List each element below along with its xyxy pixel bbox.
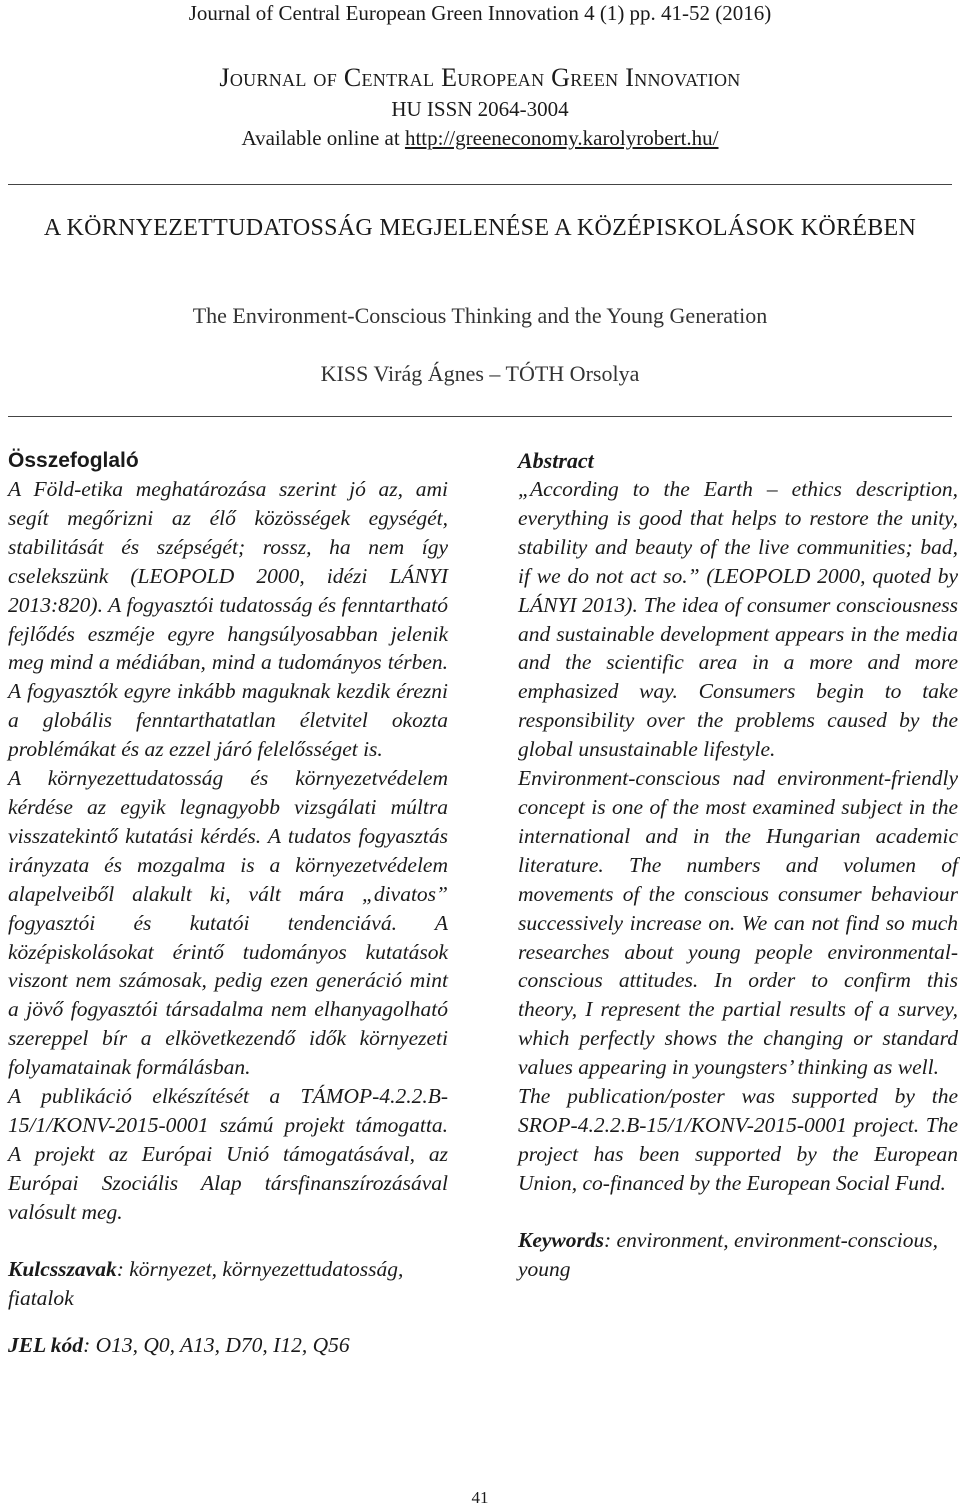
summary-paragraph: A Föld-etika meghatározása szerint jó az, ami segít megőrizni az élő közösségek egységét, stabilitását és szépségét; rossz, ha nem így cselekszünk (LEOPOLD 2000, idézi LÁNYI 2013:820). A fogyasztói tudatosság és fenntartható fejlődés eszméje egyre hangsúlyosabban jelenik meg mind a médiában, mind a tudományos térben. A fogyasztók egyre inkább maguknak kezdik érezni a globális fenntarthatatlan életvitel okozta problémákat és az ezzel járó felelősséget is.	[8, 477, 448, 762]
keywords-en	[518, 1226, 958, 1284]
header-divider	[8, 184, 952, 185]
journal-issn: HU ISSN 2064-3004	[391, 97, 569, 121]
summary-column-hu	[8, 446, 448, 1360]
journal-url-link[interactable]: http://greeneconomy.karolyrobert.hu/	[404, 126, 719, 150]
keywords-label-en: Keywords	[518, 1227, 604, 1252]
article-title-en: The Environment-Conscious Thinking and the Young Generation	[192, 303, 768, 328]
abstract-column-en	[518, 446, 958, 1284]
keywords-text-hu: : környezet, környezettudatosság, fiatalok	[8, 1256, 404, 1310]
availability-line	[0, 125, 960, 151]
summary-paragraph: A környezettudatosság és környezetvédelem kérdése az egyik legnagyobb vizsgálati múltra visszatekintő kutatási kérdés. A tudatos fogyasztás irányzata és mozgalma is a környezetvédelem alapelveiből alakult ki, vált mára „divatos” fogyasztói és kutatói tendenciává. A középiskolásokat érintő tudományos kutatások viszont nem számosak, pedig ezen generáció mint a jövő fogyasztói társadalma nem elhanyagolható szereppel bír a elkövetkezendő idők környezeti folyamatainak formálásban.	[8, 766, 448, 1080]
summary-heading: Összefoglaló	[8, 449, 139, 472]
keywords-label-hu: Kulcsszavak	[8, 1256, 117, 1281]
page-number: 41	[471, 1488, 489, 1507]
title-divider	[8, 416, 952, 417]
abstract-body	[518, 475, 958, 1198]
running-head: Journal of Central European Green Innovation 4 (1) pp. 41-52 (2016)	[188, 1, 772, 25]
abstract-paragraph: The publication/poster was supported by the SROP-4.2.2.B-15/1/KONV-2015-0001 project. The project has been supported by the European Union, co-financed by the European Social Fund.	[518, 1084, 958, 1195]
article-authors: KISS Virág Ágnes – TÓTH Orsolya	[320, 361, 640, 386]
article-title-hu: A KÖRNYEZETTUDATOSSÁG MEGJELENÉSE A KÖZÉPISKOLÁSOK KÖRÉBEN	[43, 215, 917, 241]
abstract-heading: Abstract	[518, 448, 594, 473]
summary-paragraph: A publikáció elkészítését a TÁMOP-4.2.2.B-15/1/KONV-2015-0001 számú projekt támogatta. A projekt az Európai Unió támogatásával, az Európai Szociális Alap társfinanszírozásával valósult meg.	[8, 1084, 448, 1224]
journal-title: Journal of Central European Green Innovation	[219, 63, 741, 92]
keywords-text-en: : environment, environment-conscious, young	[518, 1227, 938, 1281]
abstract-paragraph: „According to the Earth – ethics description, everything is good that helps to restore the unity, stability and beauty of the live communities; bad, if we do not act so.” (LEOPOLD 2000, quoted by LÁNYI 2013). The idea of consumer consciousness and sustainable development appears in the media and the scientific area in a more and more emphasized way. Consumers begin to take responsibility over the problems caused by the global unsustainable lifestyle.	[518, 477, 958, 762]
jel-text: : O13, Q0, A13, D70, I12, Q56	[83, 1332, 350, 1357]
abstract-paragraph: Environment-conscious nad environment-friendly concept is one of the most examined subject in the international and in the Hungarian academic literature. The numbers and volumen of movements of the conscious consumer behaviour successively increase on. We can not find so much researches about young people environmental-conscious attitudes. In order to confirm this theory, I represent the partial results of a survey, which perfectly shows the changing or standard values appearing in youngsters’ thinking as well.	[518, 766, 958, 1080]
keywords-hu	[8, 1255, 448, 1313]
jel-label: JEL kód	[8, 1332, 84, 1357]
availability-prefix: Available online at	[241, 126, 405, 150]
jel-codes	[8, 1331, 448, 1360]
summary-body	[8, 475, 448, 1227]
